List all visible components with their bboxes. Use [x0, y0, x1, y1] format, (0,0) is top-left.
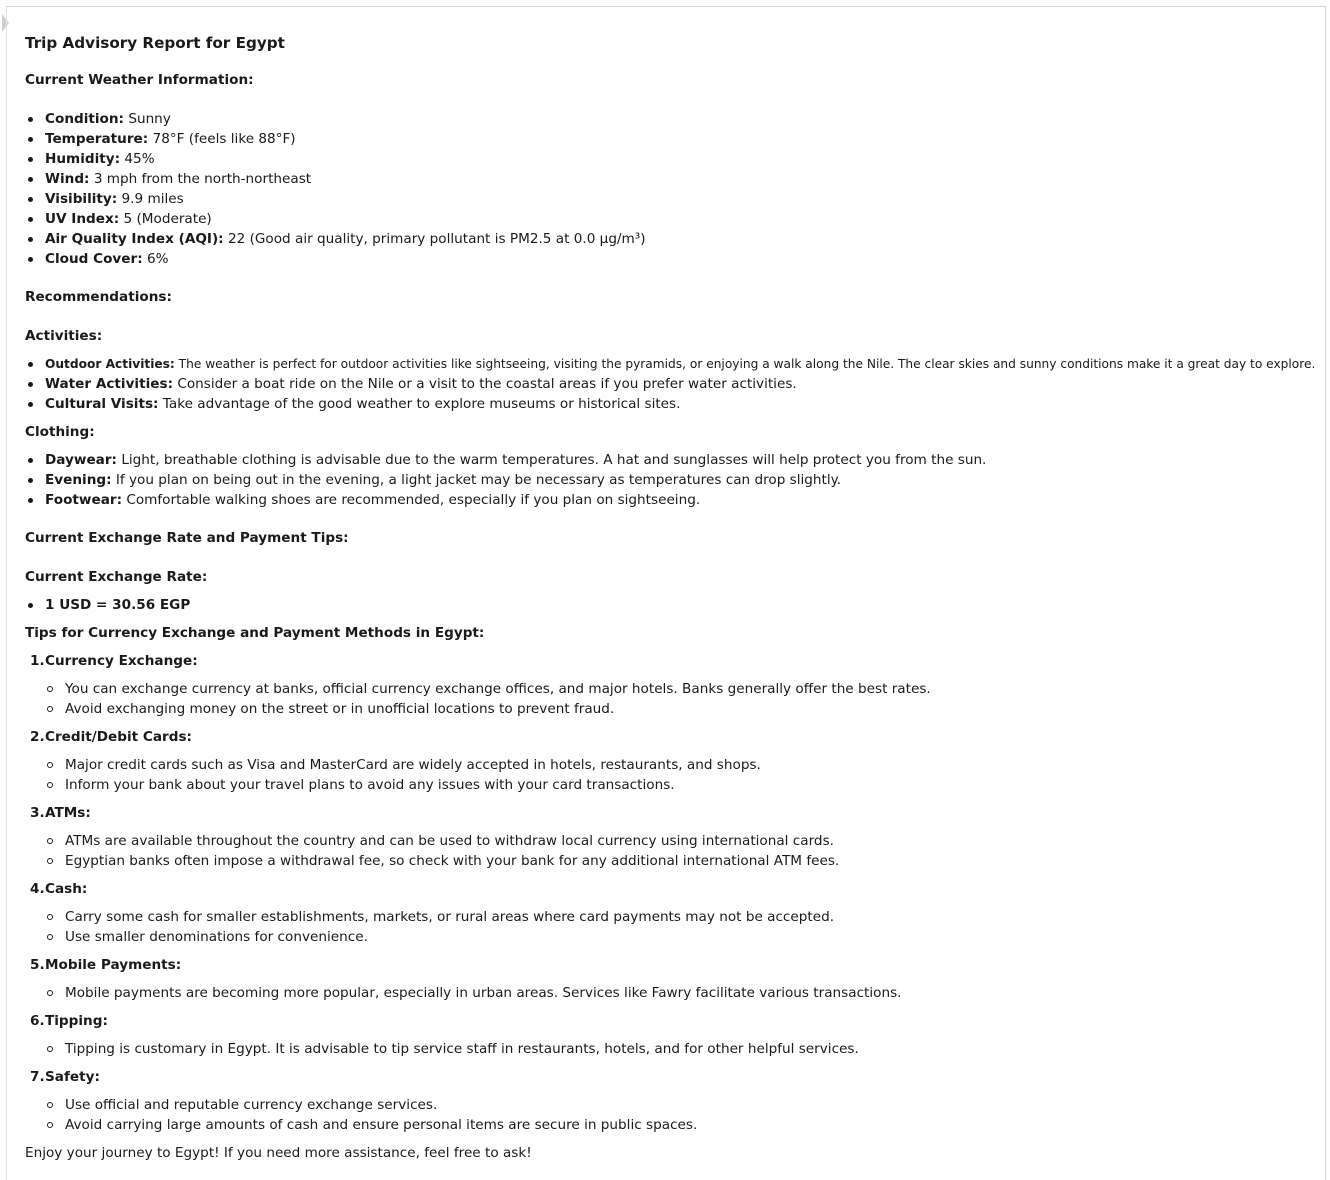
clothing-item-evening — [25, 471, 841, 489]
clothing-item-daywear — [25, 451, 986, 469]
weather-item-label: Cloud Cover: — [45, 251, 143, 267]
report-title: Trip Advisory Report for Egypt — [25, 34, 285, 52]
tip-mobile-payments — [25, 956, 181, 974]
activity-item-label: Cultural Visits: — [45, 396, 159, 412]
tip-detail: ATMs are available throughout the country and can be used to withdraw local currency using international cards. — [25, 832, 834, 850]
weather-item-uv-index — [25, 210, 212, 228]
tip-label: Safety: — [45, 1069, 100, 1085]
weather-item-label: Wind: — [45, 171, 90, 187]
activity-item-label: Water Activities: — [45, 376, 173, 392]
activity-item-outdoor — [25, 355, 1315, 373]
tip-number: 2. — [30, 729, 45, 745]
clothing-item-text: Comfortable walking shoes are recommended, especially if you plan on sightseeing. — [122, 492, 701, 508]
exchange-heading: Current Exchange Rate and Payment Tips: — [25, 530, 349, 546]
clothing-item-footwear — [25, 491, 700, 509]
tip-detail: Mobile payments are becoming more popular, especially in urban areas. Services like Fawry facilitate various transactions. — [25, 984, 902, 1002]
tip-number: 7. — [30, 1069, 45, 1085]
tip-number: 1. — [30, 653, 45, 669]
activity-item-text: The weather is perfect for outdoor activities like sightseeing, visiting the pyramids, or enjoying a walk along the Nile. The clear skies and sunny conditions make it a great day to explore. — [174, 357, 1316, 371]
activity-item-label: Outdoor Activities: — [45, 357, 175, 371]
tip-detail: Tipping is customary in Egypt. It is advisable to tip service staff in restaurants, hotels, and for other helpful services. — [25, 1040, 859, 1058]
weather-item-value: 3 mph from the north-northeast — [89, 171, 312, 187]
weather-item-label: Condition: — [45, 111, 124, 127]
weather-item-value: Sunny — [124, 111, 171, 127]
tip-label: Currency Exchange: — [45, 653, 198, 669]
weather-item-value: 9.9 miles — [117, 191, 184, 207]
weather-heading: Current Weather Information: — [25, 72, 254, 88]
weather-item-visibility — [25, 190, 184, 208]
clothing-item-text: Light, breathable clothing is advisable due to the warm temperatures. A hat and sunglasses will help protect you from the sun. — [117, 452, 987, 468]
tip-currency-exchange — [25, 652, 198, 670]
recommendations-heading: Recommendations: — [25, 289, 172, 305]
exchange-rate-value: 1 USD = 30.56 EGP — [25, 596, 190, 614]
weather-item-label: Humidity: — [45, 151, 121, 167]
activity-item-text: Take advantage of the good weather to explore museums or historical sites. — [158, 396, 681, 412]
weather-item-condition — [25, 110, 171, 128]
tip-cash — [25, 880, 87, 898]
tip-label: Tipping: — [45, 1013, 108, 1029]
closing-message: Enjoy your journey to Egypt! If you need more assistance, feel free to ask! — [25, 1145, 532, 1161]
activity-item-cultural — [25, 395, 680, 413]
tip-label: Cash: — [45, 881, 88, 897]
activity-item-water — [25, 375, 797, 393]
tip-label: Mobile Payments: — [45, 957, 182, 973]
tip-atms — [25, 804, 91, 822]
tip-number: 6. — [30, 1013, 45, 1029]
tip-detail: Avoid carrying large amounts of cash and ensure personal items are secure in public spaces. — [25, 1116, 697, 1134]
tip-number: 4. — [30, 881, 45, 897]
weather-item-aqi — [25, 230, 646, 248]
activities-heading: Activities: — [25, 328, 103, 344]
tip-safety — [25, 1068, 100, 1086]
tip-detail: Use smaller denominations for convenience. — [25, 928, 368, 946]
weather-item-value: 78°F (feels like 88°F) — [148, 131, 296, 147]
clothing-heading: Clothing: — [25, 424, 95, 440]
payment-tips-heading: Tips for Currency Exchange and Payment Methods in Egypt: — [25, 625, 485, 641]
tip-label: Credit/Debit Cards: — [45, 729, 192, 745]
clothing-item-label: Footwear: — [45, 492, 123, 508]
activity-item-text: Consider a boat ride on the Nile or a visit to the coastal areas if you prefer water activities. — [173, 376, 797, 392]
weather-item-value: 6% — [142, 251, 169, 267]
tip-detail: Carry some cash for smaller establishments, markets, or rural areas where card payments may not be accepted. — [25, 908, 834, 926]
exchange-rate-heading: Current Exchange Rate: — [25, 569, 208, 585]
tip-detail: Egyptian banks often impose a withdrawal fee, so check with your bank for any additional international ATM fees. — [25, 852, 839, 870]
weather-item-cloud-cover — [25, 250, 169, 268]
tip-label: ATMs: — [45, 805, 91, 821]
weather-item-label: Visibility: — [45, 191, 118, 207]
weather-item-value: 22 (Good air quality, primary pollutant is PM2.5 at 0.0 µg/m³) — [223, 231, 646, 247]
weather-item-wind — [25, 170, 311, 188]
tip-detail: Avoid exchanging money on the street or in unofficial locations to prevent fraud. — [25, 700, 614, 718]
clothing-item-label: Daywear: — [45, 452, 117, 468]
weather-item-temperature — [25, 130, 296, 148]
weather-item-value: 5 (Moderate) — [119, 211, 212, 227]
tip-detail: Use official and reputable currency exchange services. — [25, 1096, 437, 1114]
weather-item-label: UV Index: — [45, 211, 120, 227]
tip-number: 3. — [30, 805, 45, 821]
weather-item-value: 45% — [120, 151, 155, 167]
weather-item-humidity — [25, 150, 155, 168]
clothing-item-label: Evening: — [45, 472, 112, 488]
tip-number: 5. — [30, 957, 45, 973]
tip-detail: Inform your bank about your travel plans to avoid any issues with your card transactions. — [25, 776, 675, 794]
clothing-item-text: If you plan on being out in the evening, a light jacket may be necessary as temperatures can drop slightly. — [111, 472, 842, 488]
tip-detail: You can exchange currency at banks, official currency exchange offices, and major hotels. Banks generally offer the best rates. — [25, 680, 931, 698]
tip-credit-debit-cards — [25, 728, 192, 746]
weather-item-label: Air Quality Index (AQI): — [45, 231, 224, 247]
tip-tipping — [25, 1012, 108, 1030]
weather-item-label: Temperature: — [45, 131, 149, 147]
tip-detail: Major credit cards such as Visa and MasterCard are widely accepted in hotels, restaurants, and shops. — [25, 756, 761, 774]
